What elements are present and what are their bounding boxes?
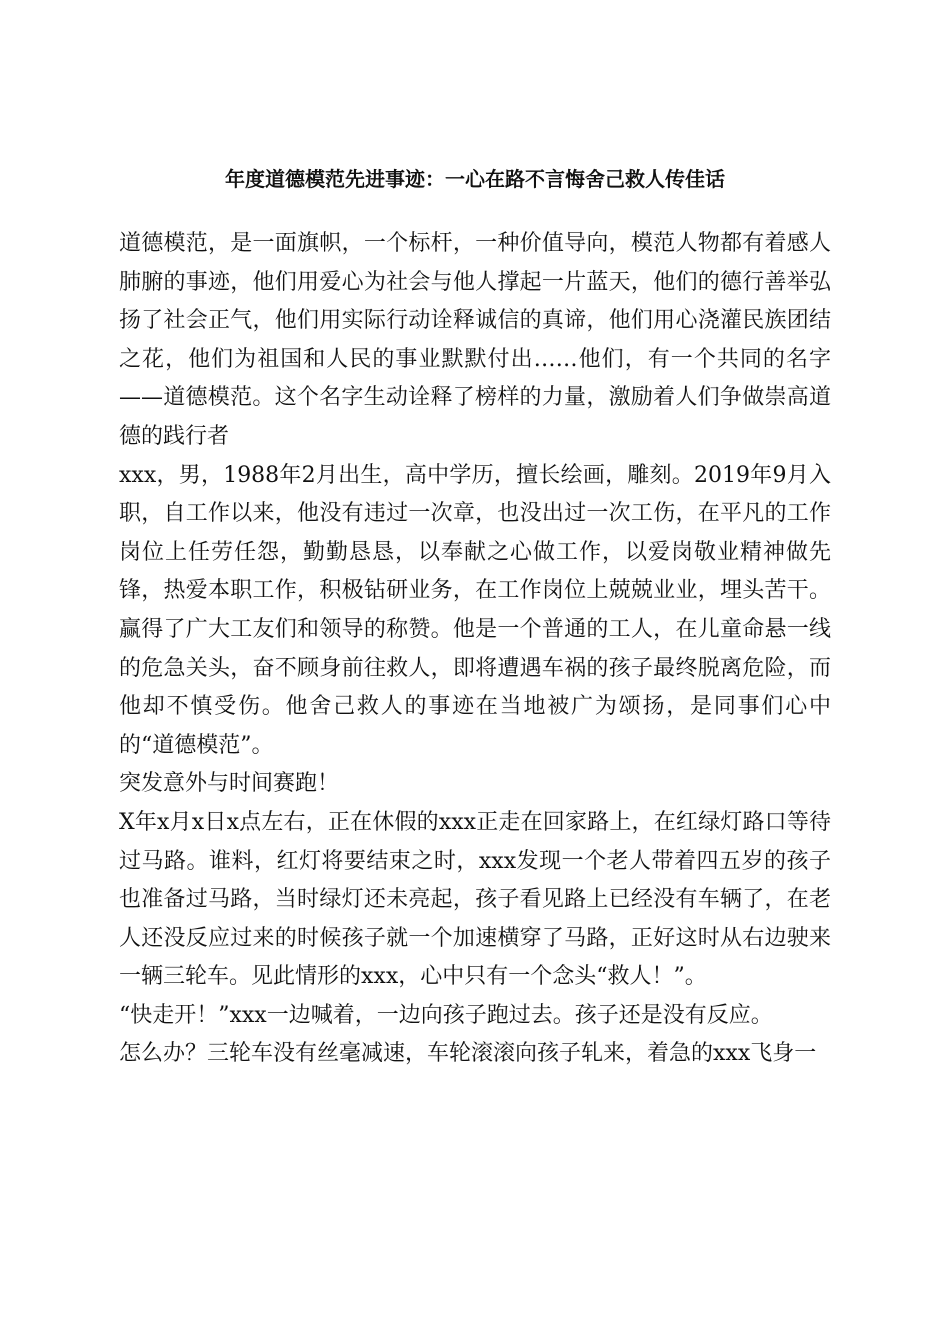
paragraph-profile: xxx，男，1988年2月出生，高中学历，擅长绘画，雕刻。2019年9月入职，自工作以来，他没有违过一次章，也没出过一次工伤，在平凡的工作岗位上任劳任怨，勤勤恳恳，以奉献之心做工作，以爱岗敬业精神做先锋，热爱本职工作，积极钻研业务，在工作岗位上兢兢业业，埋头苦干。赢得了广大工友们和领导的称赞。他是一个普通的工人，在儿童命悬一线的危急关头，奋不顾身前往救人，即将遭遇车祸的孩子最终脱离危险，而他却不慎受伤。他舍己救人的事迹在当地被广为颂扬，是同事们心中的“道德模范”。 [119,462,831,758]
document-title: 年度道德模范先进事迹：一心在路不言悔舍己救人传佳话 [225,167,725,191]
paragraph-shout: “快走开！”xxx一边喊着，一边向孩子跑过去。孩子还是没有反应。 [119,1002,773,1028]
paragraph-heading-emergency: 突发意外与时间赛跑！ [119,771,340,797]
paragraph-incident: X年x月x日x点左右，正在休假的xxx正走在回家路上，在红绿灯路口等待过马路。谁料，红灯将要结束之时，xxx发现一个老人带着四五岁的孩子也准备过马路，当时绿灯还未亮起，孩子看见路上已经没有车辆了，在老人还没反应过来的时候孩子就一个加速横穿了马路，正好这时从右边驶来一辆三轮车。见此情形的xxx，心中只有一个念头“救人！”。 [119,809,831,990]
document-body [119,225,831,1074]
paragraph-intro: 道德模范，是一面旗帜，一个标杆，一种价值导向，模范人物都有着感人肺腑的事迹，他们用爱心为社会与他人撑起一片蓝天，他们的德行善举弘扬了社会正气，他们用实际行动诠释诚信的真谛，他们用心浇灌民族团结之花，他们为祖国和人民的事业默默付出……他们，有一个共同的名字——道德模范。这个名字生动诠释了榜样的力量，激励着人们争做崇高道德的践行者 [119,231,831,449]
paragraph-rescue: 怎么办？三轮车没有丝毫减速，车轮滚滚向孩子轧来，着急的xxx飞身一 [119,1041,817,1067]
